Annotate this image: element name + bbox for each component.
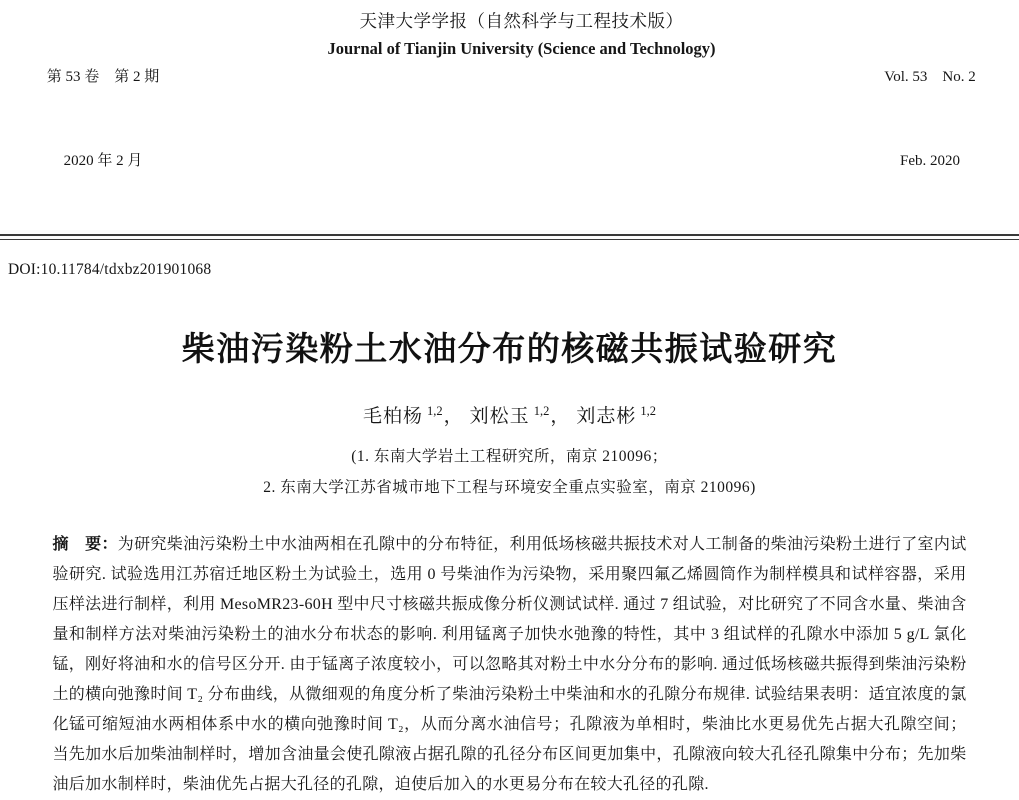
- header-right-block: [865, 7, 995, 231]
- author-separator: ，: [550, 406, 571, 427]
- affiliation-line-2: 2. 东南大学江苏省城市地下工程与环境安全重点实验室，南京 210096): [263, 479, 756, 496]
- date-en: Feb. 2020: [900, 153, 960, 169]
- date-cn: 2020 年 2 月: [63, 153, 143, 169]
- volume-issue-en: Vol. 53 No. 2: [884, 69, 976, 85]
- journal-title-cn: 天津大学学报（自然科学与工程技术版）: [359, 11, 684, 31]
- doi-text: DOI:10.11784/tdxbz201901068: [8, 261, 212, 278]
- article-title: 柴油污染粉土水油分布的核磁共振试验研究: [181, 330, 838, 367]
- author-superscript-1: 1,2: [427, 403, 443, 418]
- author-separator: ，: [443, 406, 464, 427]
- journal-header: [0, 0, 1019, 231]
- journal-title-block: [178, 7, 865, 63]
- author-name-3: 刘志彬: [576, 406, 637, 427]
- authors-line: [0, 401, 1019, 428]
- journal-title-en: Journal of Tianjin University (Science and Technology): [327, 39, 716, 58]
- header-left-block: [28, 7, 178, 231]
- header-divider-double-rule: [0, 234, 1019, 240]
- abstract-paragraph: [53, 530, 967, 800]
- author-superscript-3: 1,2: [640, 403, 656, 418]
- volume-issue-cn: 第 53 卷 第 2 期: [46, 69, 160, 85]
- affiliations-block: [0, 441, 1019, 503]
- abstract-text: 为研究柴油污染粉土中水油两相在孔隙中的分布特征，利用低场核磁共振技术对人工制备的柴油污染粉土进行了室内试验研究. 试验选用江苏宿迁地区粉土为试验土，选用 0 号柴油作为污染物，采用聚四氟乙烯圆筒作为制样模具和试样容器，采用压样法进行制样，利用 MesoMR23-60H 型中尺寸核磁共振成像分析仪测试试样. 通过 7 组试验，对比研究了不同含水量、柴油含量和制样方法对柴油污染粉土的油水分布状态的影响. 利用锰离子加快水弛豫的特性，其中 3 组试样的孔隙水中添加 5 g/L 氯化锰，刚好将油和水的信号区分开. 由于锰离子浓度较小，可以忽略其对粉土中水分分布的影响. 通过低场核磁共振得到柴油污染粉土的横向弛豫时间 T₂ 分布曲线，从微细观的角度分析了柴油污染粉土中柴油和水的孔隙分布规律. 试验结果表明：适宜浓度的氯化锰可缩短油水两相体系中水的横向弛豫时间 T₂，从而分离水油信号；孔隙液为单相时，柴油比水更易优先占据大孔隙空间；当先加水后加柴油制样时，增加含油量会使孔隙液占据孔隙的孔径分布区间更加集中，孔隙液向较大孔径孔隙集中分布；先加柴油后加水制样时，柴油优先占据大孔径的孔隙，迫使后加入的水更易分布在较大孔径的孔隙.: [52, 536, 967, 793]
- author-superscript-2: 1,2: [533, 403, 550, 418]
- author-name-2: 刘松玉: [469, 406, 530, 427]
- author-name-1: 毛柏杨: [363, 406, 424, 427]
- abstract-label: 摘 要：: [52, 536, 118, 553]
- affiliation-line-1: (1. 东南大学岩土工程研究所，南京 210096；: [351, 448, 668, 465]
